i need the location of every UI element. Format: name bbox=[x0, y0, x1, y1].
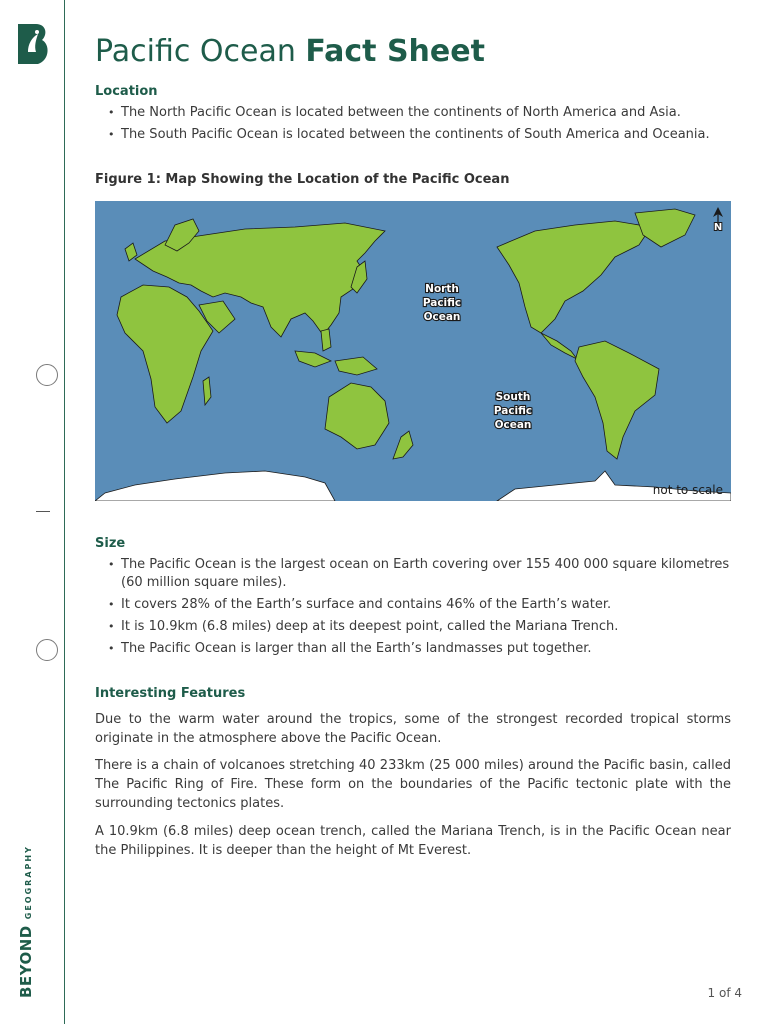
features-paragraph-2: There is a chain of volcanoes stretching 40 233km (25 000 miles) around the Pacific basin, called The Pacific Ring of Fire. These form on the boundaries of the Pacific tectonic plate with the surrounding tectonics plates. bbox=[95, 758, 731, 811]
brand-wordmark bbox=[16, 845, 35, 998]
list-item: • The North Pacific Ocean is located between the continents of North America and Asia. bbox=[105, 104, 745, 122]
brand-subject: GEOGRAPHY bbox=[24, 845, 33, 920]
north-label-1: North bbox=[425, 283, 459, 295]
north-label-2: Pacific bbox=[422, 297, 462, 309]
fold-mark bbox=[36, 511, 50, 512]
margin-rule bbox=[64, 0, 65, 1024]
binder-hole bbox=[36, 364, 58, 386]
size-heading: Size bbox=[95, 536, 126, 551]
features-heading: Interesting Features bbox=[95, 686, 246, 701]
brand-name: BEYOND bbox=[17, 925, 35, 998]
list-item: • The Pacific Ocean is larger than all the Earth’s landmasses put together. bbox=[105, 640, 745, 658]
title-light: Pacific Ocean bbox=[95, 34, 296, 69]
title-bold: Fact Sheet bbox=[305, 34, 485, 69]
south-label-3: Ocean bbox=[494, 419, 532, 431]
features-paragraph-3: A 10.9km (6.8 miles) deep ocean trench, called the Mariana Trench, is in the Pacific Ocean near the Philippines. It is deeper than the height of Mt Everest. bbox=[95, 824, 731, 858]
beyond-logo-icon bbox=[14, 22, 52, 66]
binder-hole bbox=[36, 639, 58, 661]
features-paragraph-1: Due to the warm water around the tropics, some of the strongest recorded tropical storms originate in the atmosphere above the Pacific Ocean. bbox=[95, 712, 731, 746]
page-title bbox=[95, 34, 485, 69]
south-label-2: Pacific bbox=[493, 405, 533, 417]
south-label-1: South bbox=[495, 391, 531, 403]
location-heading: Location bbox=[95, 84, 158, 99]
philippines bbox=[321, 329, 331, 351]
list-item: • It is 10.9km (6.8 miles) deep at its deepest point, called the Mariana Trench. bbox=[105, 618, 745, 636]
north-label-3: Ocean bbox=[423, 311, 461, 323]
list-item: • It covers 28% of the Earth’s surface and contains 46% of the Earth’s water. bbox=[105, 596, 745, 614]
list-item: • The South Pacific Ocean is located between the continents of South America and Oceania. bbox=[105, 126, 745, 144]
location-list bbox=[105, 104, 745, 148]
page-number: 1 of 4 bbox=[707, 986, 742, 1000]
size-list bbox=[105, 556, 745, 662]
list-item: • The Pacific Ocean is the largest ocean on Earth covering over 155 400 000 square kilometres (60 million square miles). bbox=[105, 556, 745, 592]
scale-note: not to scale bbox=[652, 483, 723, 497]
figure-caption: Figure 1: Map Showing the Location of the Pacific Ocean bbox=[95, 172, 510, 187]
compass-label: N bbox=[713, 222, 723, 233]
world-map bbox=[95, 201, 731, 501]
